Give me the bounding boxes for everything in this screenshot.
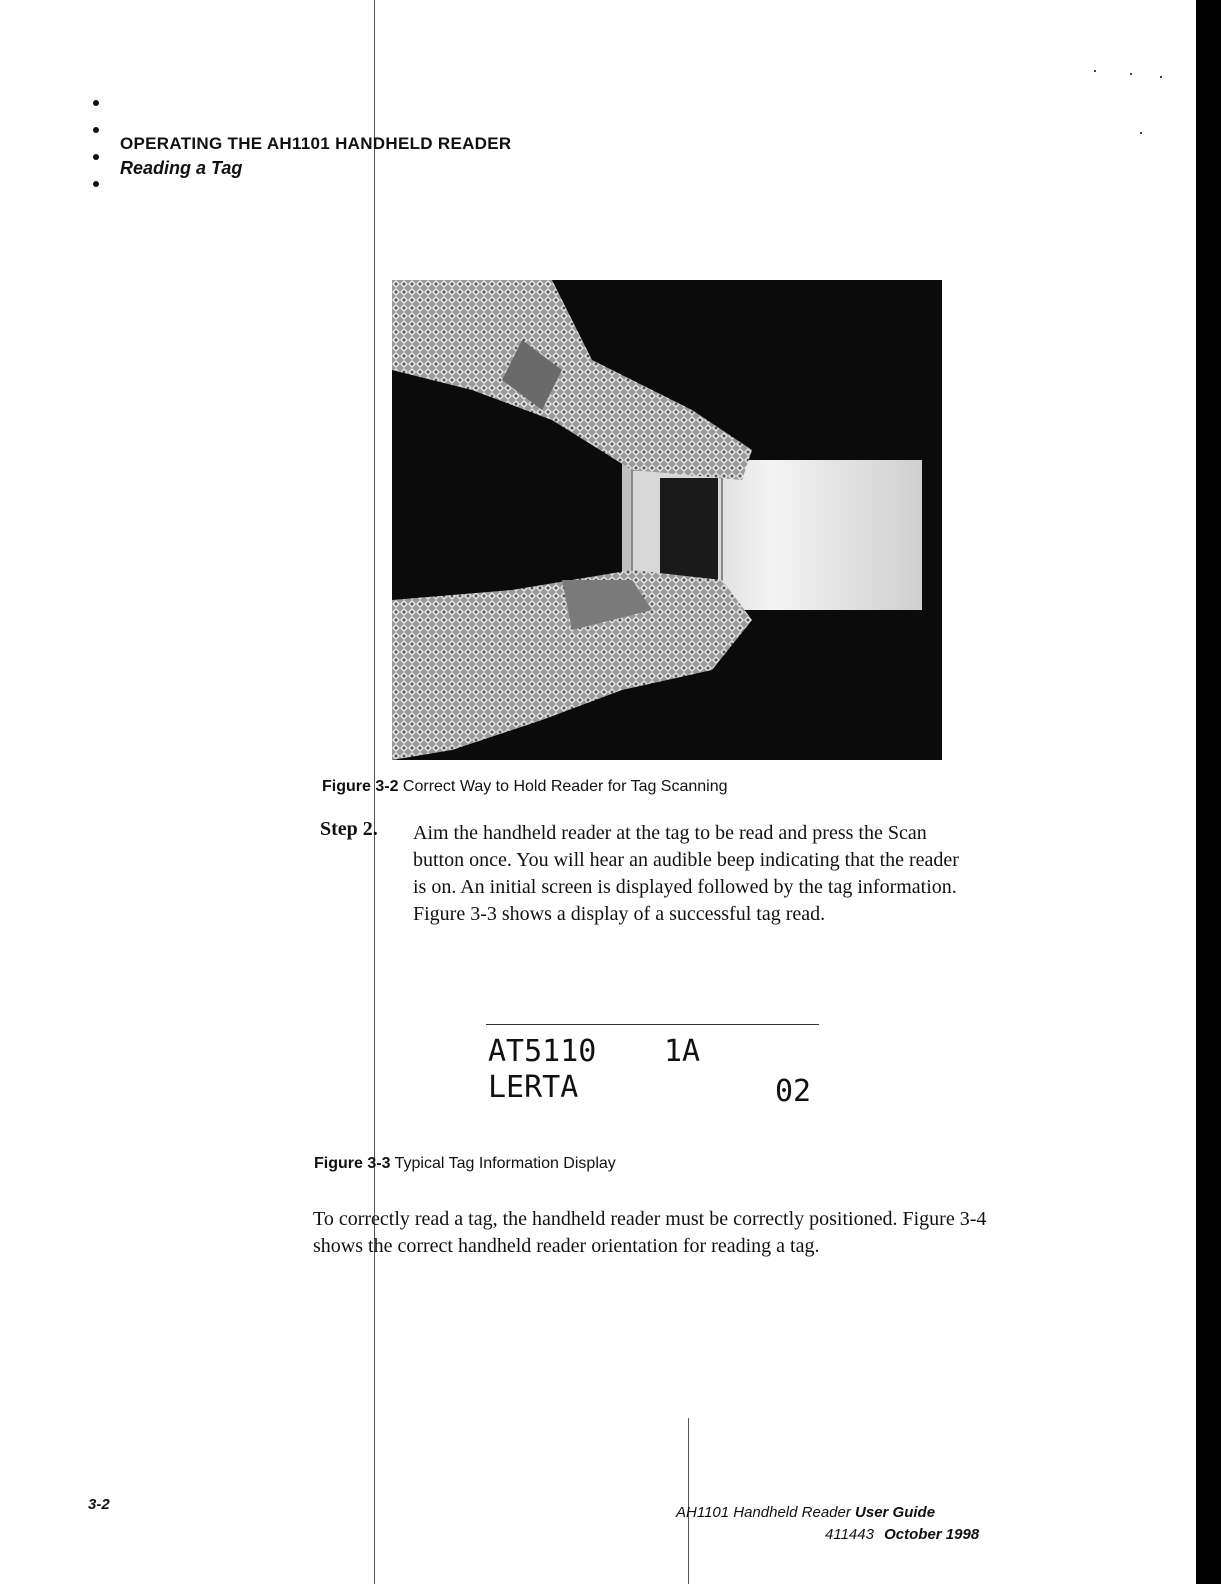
scan-edge	[1196, 0, 1221, 1584]
footer-doc-info	[825, 1526, 979, 1543]
reader-photo	[392, 280, 942, 760]
footer-date: October 1998	[884, 1526, 980, 1543]
figure-text: Correct Way to Hold Reader for Tag Scanning	[402, 778, 728, 795]
scan-speck	[1160, 76, 1162, 78]
figure-caption	[322, 778, 728, 796]
figure-label: Figure 3-3	[314, 1155, 391, 1172]
page-header-title: OPERATING THE AH1101 HANDHELD READER	[120, 134, 512, 153]
page-header-subtitle: Reading a Tag	[120, 158, 243, 178]
display-top-rule	[486, 1024, 819, 1025]
footer-guide-bold: User Guide	[855, 1504, 936, 1521]
scan-speck	[1130, 73, 1132, 75]
display-line1-right: 1A	[664, 1034, 701, 1069]
footer-doc-number: 411443	[825, 1526, 874, 1543]
body-paragraph: To correctly read a tag, the handheld reader must be correctly positioned. Figure 3-4 shows the correct handheld reader orientation for reading a tag.	[313, 1208, 987, 1257]
page-number: 3-2	[88, 1496, 110, 1513]
scan-speck	[1140, 132, 1142, 134]
figure-label: Figure 3-2	[322, 778, 399, 795]
display-line1-left: AT5110	[488, 1034, 597, 1069]
step-text: Aim the handheld reader at the tag to be read and press the Scan button once. You will hear an audible beep indicating that the reader is on. An initial screen is displayed followed by the tag information. Figure 3-3 shows a display of a successful tag read.	[413, 822, 959, 925]
scan-speck	[1094, 70, 1096, 72]
margin-dot	[93, 127, 99, 133]
margin-dot	[93, 181, 99, 187]
margin-dot	[93, 154, 99, 160]
margin-dot	[93, 100, 99, 106]
figure-caption	[314, 1155, 616, 1173]
footer-guide-title	[676, 1504, 935, 1521]
figure-text: Typical Tag Information Display	[394, 1155, 616, 1172]
footer-guide-name: AH1101 Handheld Reader	[676, 1504, 851, 1521]
display-line2-left: LERTA	[488, 1070, 579, 1105]
step-label: Step 2.	[320, 818, 378, 840]
scan-line-footer	[688, 1418, 689, 1584]
display-line2-right: 02	[775, 1074, 812, 1109]
